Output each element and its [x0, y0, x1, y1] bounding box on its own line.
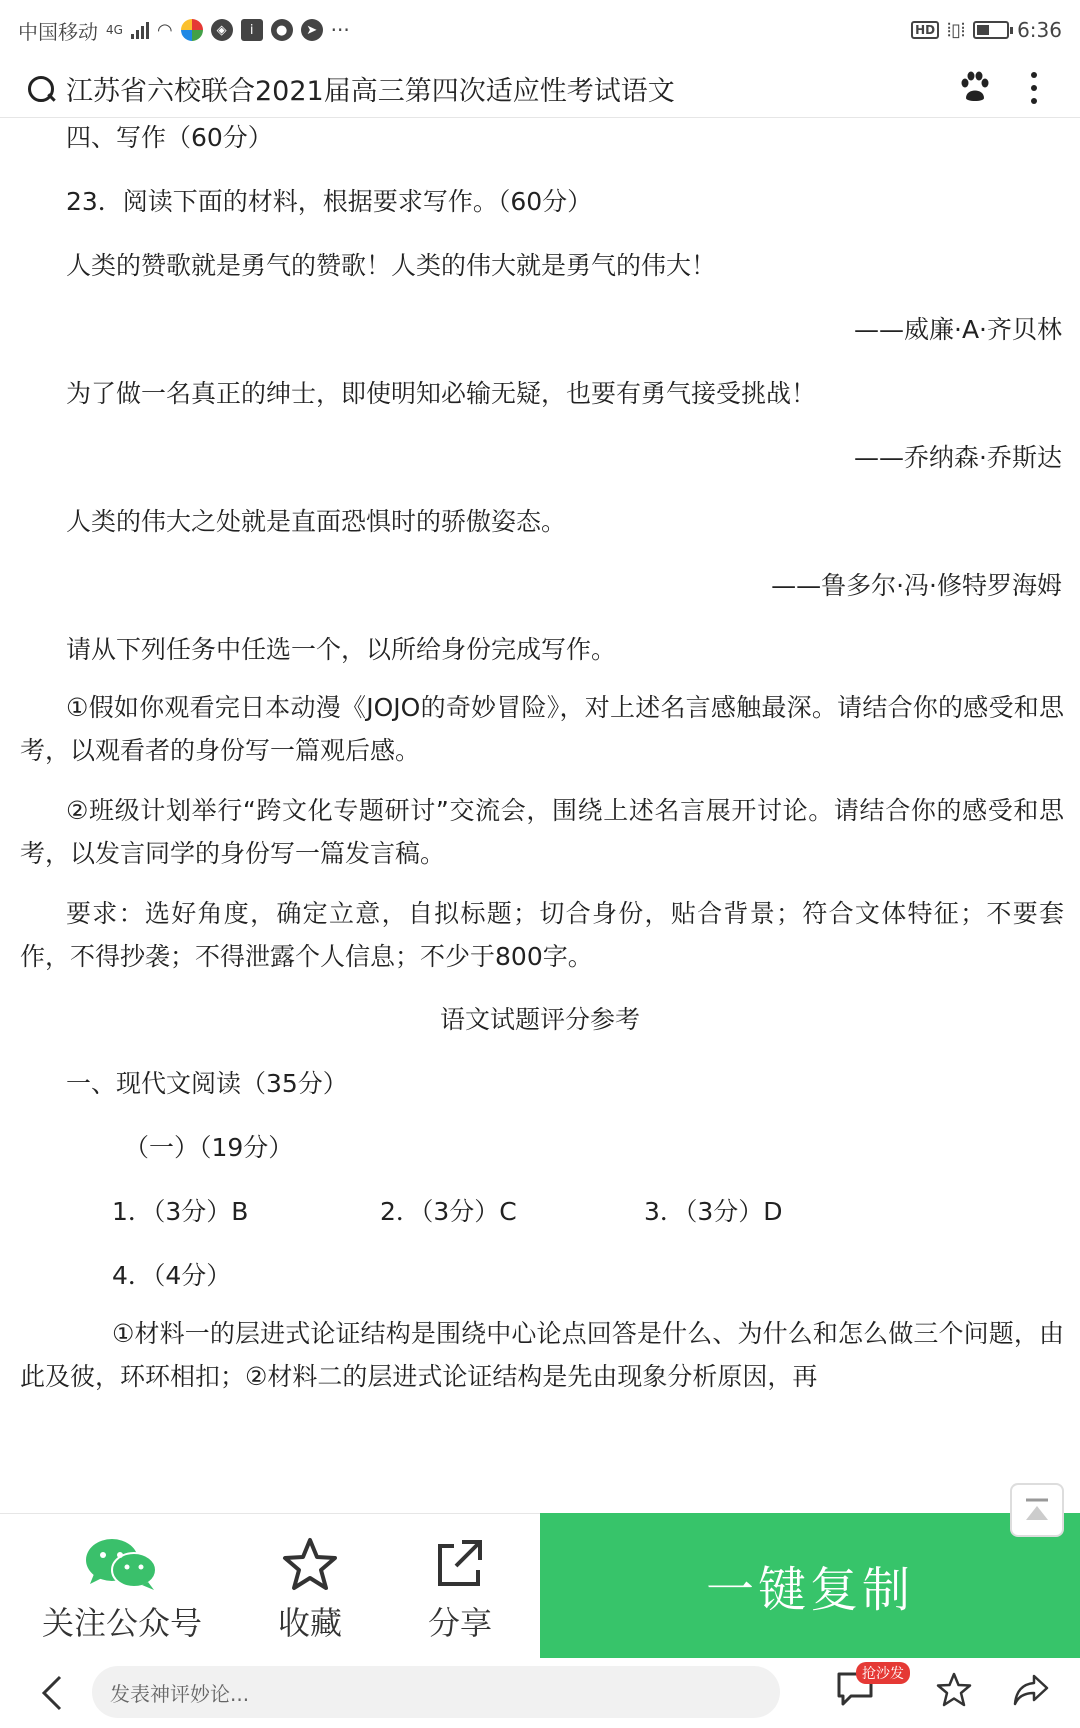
search-bar[interactable] [0, 60, 1080, 118]
part-heading: 一、现代文阅读（35分） [66, 1069, 348, 1098]
app-icon: ◈ [211, 19, 233, 41]
baidu-paw-icon[interactable] [958, 70, 992, 104]
quote-author: ——乔纳森·乔斯达 [854, 443, 1062, 472]
favorite-button[interactable] [278, 1536, 342, 1644]
share-icon [432, 1536, 488, 1592]
more-options-icon[interactable] [1030, 72, 1038, 104]
wifi-icon: ◠ [156, 19, 173, 41]
quote-author: ——鲁多尔·冯·修特罗海姆 [771, 571, 1062, 600]
answer-item: 1．（3分）B [112, 1197, 249, 1226]
document-content [0, 118, 1080, 1513]
hd-badge: HD [911, 21, 939, 39]
question-prompt: 23．阅读下面的材料，根据要求写作。（60分） [66, 187, 593, 216]
carrier-label: 中国移动 [18, 19, 98, 44]
arrow-up-icon [1024, 1498, 1050, 1522]
share-button[interactable] [428, 1536, 492, 1644]
signal-icon [131, 21, 149, 39]
status-bar [0, 0, 1080, 60]
search-icon[interactable] [26, 74, 56, 104]
follow-account-label: 关注公众号 [42, 1604, 203, 1642]
back-arrow-icon[interactable] [40, 1675, 64, 1711]
subpart-heading: （一）（19分） [124, 1133, 294, 1162]
vibrate-icon: ⦙▯⦙ [947, 19, 966, 41]
quote-author: ——威廉·A·齐贝林 [854, 315, 1062, 344]
share-arrow-icon[interactable] [1012, 1672, 1050, 1708]
task-option-2: ②班级计划举行“跨文化专题研讨”交流会，围绕上述名言展开讨论。请结合你的感受和思考，以发言同学的身份写一篇发言稿。 [20, 796, 1064, 868]
browser-app-icon [181, 19, 203, 41]
star-icon [280, 1536, 340, 1592]
quote-text: 人类的赞歌就是勇气的赞歌！人类的伟大就是勇气的伟大！ [66, 251, 717, 280]
favorite-star-icon[interactable] [936, 1672, 972, 1708]
section-title: 四、写作（60分） [66, 123, 273, 152]
question-4-answer: ①材料一的层进式论证结构是围绕中心论点回答是什么、为什么和怎么做三个问题，由此及彼，环环相扣；②材料二的层进式论证结构是先由现象分析原因，再 [20, 1319, 1064, 1391]
battery-icon [973, 21, 1009, 39]
task-intro: 请从下列任务中任选一个，以所给身份完成写作。 [66, 635, 617, 664]
navigation-app-icon: ➤ [301, 19, 323, 41]
clock: 6:36 [1017, 18, 1062, 42]
comment-input[interactable]: 发表神评妙论... [92, 1666, 780, 1718]
document-app-icon: i [241, 19, 263, 41]
one-click-copy-button[interactable]: 一键复制 [540, 1513, 1080, 1658]
answer-item: 2．（3分）C [380, 1197, 517, 1226]
wechat-icon [84, 1536, 160, 1592]
quote-text: 为了做一名真正的绅士，即使明知必输无疑，也要有勇气接受挑战！ [66, 379, 817, 408]
answer-item: 3．（3分）D [644, 1197, 783, 1226]
quote-text: 人类的伟大之处就是直面恐惧时的骄傲姿态。 [66, 507, 567, 536]
wechat-status-icon: ● [271, 19, 293, 41]
answer-key-title: 语文试题评分参考 [439, 1005, 640, 1034]
follow-account-button[interactable] [42, 1536, 202, 1644]
more-notifications-label: ··· [330, 18, 350, 42]
question-4-heading: 4．（4分） [112, 1261, 232, 1290]
favorite-label: 收藏 [278, 1604, 343, 1642]
task-option-1: ①假如你观看完日本动漫《JOJO的奇妙冒险》，对上述名言感触最深。请结合你的感受和思考，以观看者的身份写一篇观后感。 [20, 693, 1064, 765]
share-label: 分享 [428, 1604, 493, 1642]
search-query[interactable]: 江苏省六校联合2021届高三第四次适应性考试语文 [66, 76, 675, 107]
scroll-to-top-button[interactable] [1010, 1483, 1064, 1537]
network-label: 4G [106, 23, 123, 37]
requirements: 要求：选好角度，确定立意，自拟标题；切合身份，贴合背景；符合文体特征；不要套作，不得抄袭；不得泄露个人信息；不少于800字。 [20, 899, 1064, 971]
sofa-badge: 抢沙发 [856, 1662, 910, 1684]
